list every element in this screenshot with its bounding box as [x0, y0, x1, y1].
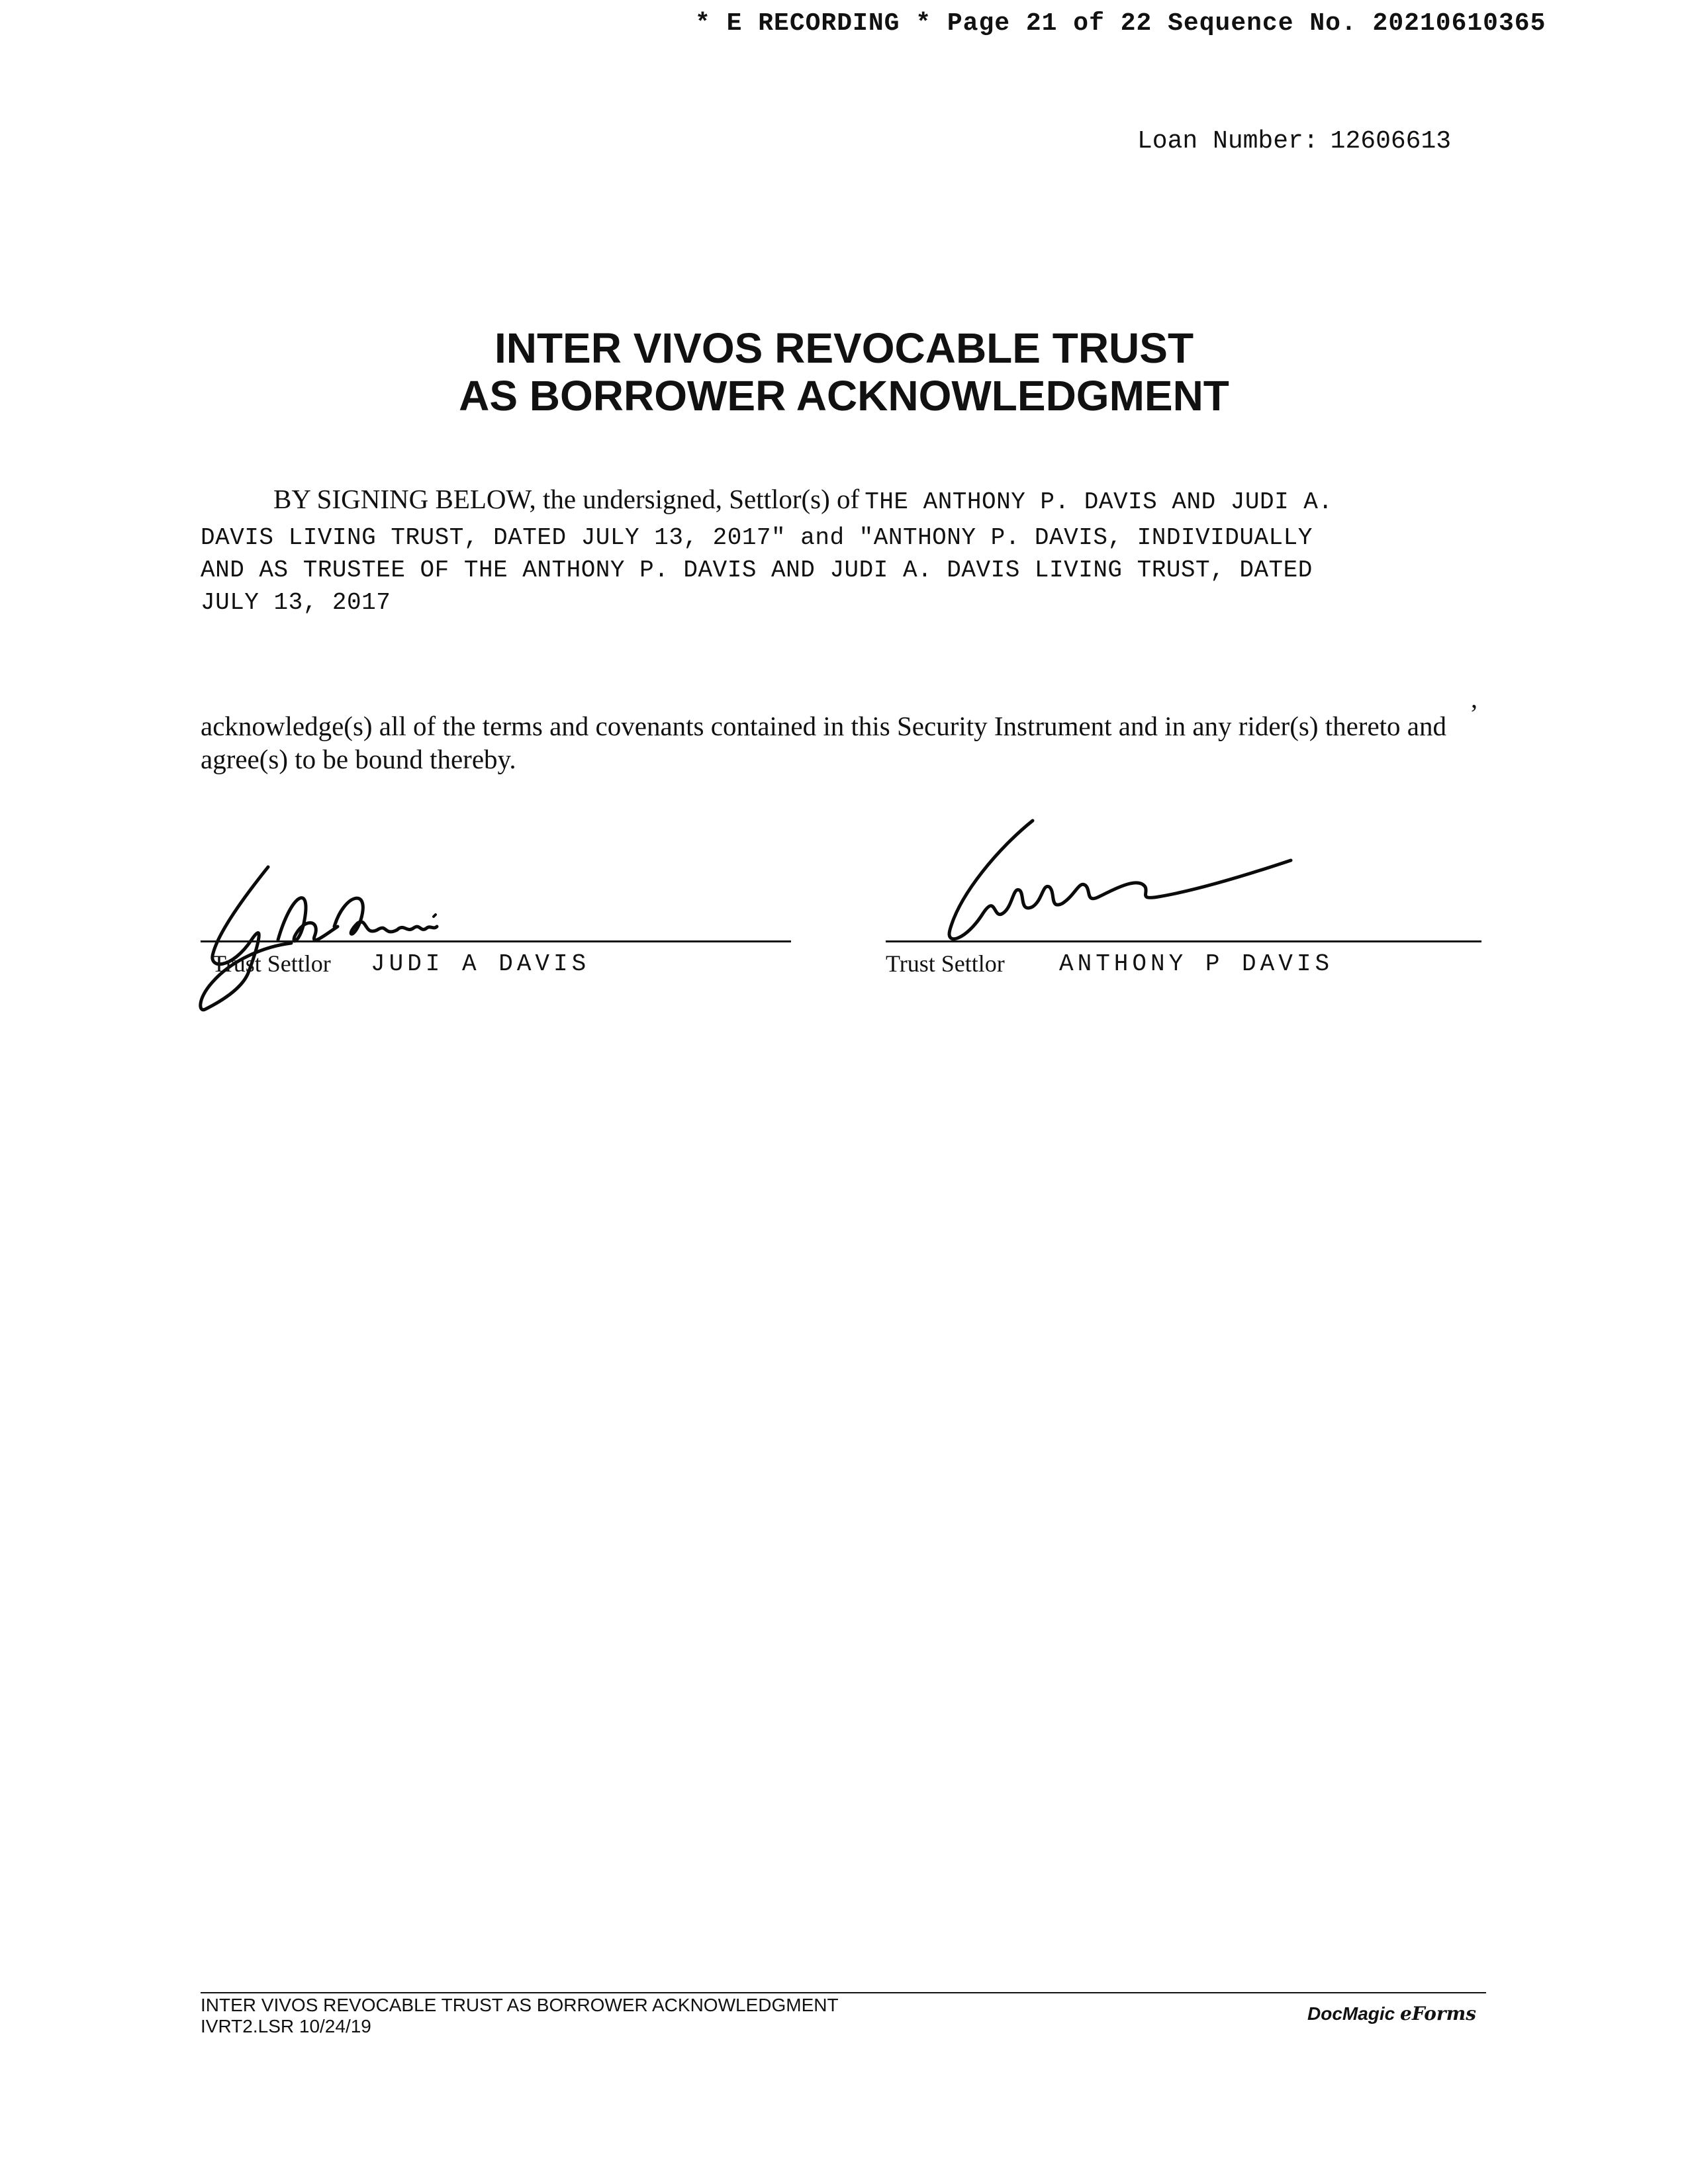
loan-number [1137, 127, 1451, 156]
loan-number-value: 12606613 [1330, 127, 1452, 156]
acknowledgment-paragraph [201, 709, 1498, 776]
signature-line-right [886, 940, 1481, 942]
settlor-name-left: JUDI A DAVIS [371, 950, 590, 978]
eforms-logo-text: eForms [1400, 2003, 1477, 2025]
trust-name-line1: THE ANTHONY P. DAVIS AND JUDI A. [865, 488, 1333, 516]
footer-form-code: IVRT2.LSR 10/24/19 [201, 2016, 371, 2036]
docmagic-logo [1307, 2003, 1476, 2025]
settlor-name-right: ANTHONY P DAVIS [1059, 950, 1334, 978]
document-title [0, 324, 1688, 420]
comma-mark: , [1471, 684, 1477, 713]
recording-header: * E RECORDING * Page 21 of 22 Sequence No. 20210610365 [695, 9, 1546, 38]
settlor-role-left: Trust Settlor [212, 950, 331, 977]
settlor-paragraph [201, 483, 1458, 619]
signature-anthony-davis [920, 814, 1331, 960]
settlor-role-right: Trust Settlor [886, 950, 1005, 977]
footer-rule [201, 1992, 1486, 1993]
acknowledgment-line1: acknowledge(s) all of the terms and covenants contained in this Security Instrument and in any rider(s) thereto and [201, 711, 1446, 741]
loan-number-label: Loan Number: [1137, 127, 1319, 156]
footer-form-title: INTER VIVOS REVOCABLE TRUST AS BORROWER ACKNOWLEDGMENT [201, 1995, 839, 2015]
trust-name-line4: JULY 13, 2017 [201, 589, 391, 616]
trust-name-line3: AND AS TRUSTEE OF THE ANTHONY P. DAVIS AND JUDI A. DAVIS LIVING TRUST, DATED [201, 557, 1313, 584]
signature-judi-davis [179, 854, 483, 1019]
document-title-line1: INTER VIVOS REVOCABLE TRUST [494, 324, 1194, 372]
docmagic-logo-text: DocMagic [1307, 2003, 1395, 2024]
trust-name-line2: DAVIS LIVING TRUST, DATED JULY 13, 2017" and "ANTHONY P. DAVIS, INDIVIDUALLY [201, 524, 1313, 551]
signature-line-left [201, 940, 791, 942]
lead-in-text: BY SIGNING BELOW, the undersigned, Settlor(s) of [273, 484, 860, 514]
document-title-line2: AS BORROWER ACKNOWLEDGMENT [459, 372, 1229, 420]
acknowledgment-line2: agree(s) to be bound thereby. [201, 744, 516, 774]
